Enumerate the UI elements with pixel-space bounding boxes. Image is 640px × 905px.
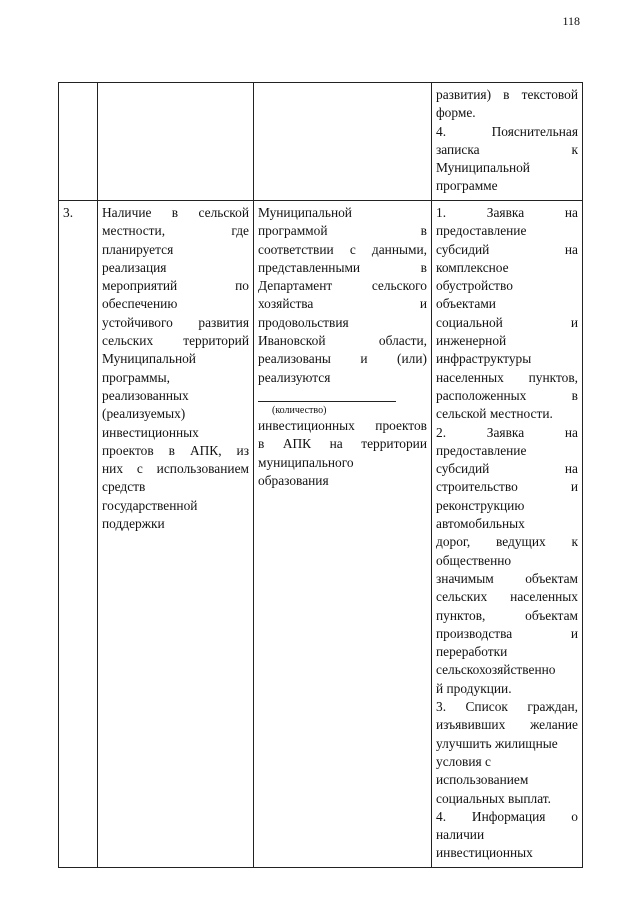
text-line: образования: [258, 472, 329, 488]
text-line: реализованных: [102, 387, 189, 403]
cell-number: [59, 83, 98, 201]
text-line: муниципального: [258, 454, 354, 470]
text-line: сельских населенных: [436, 589, 578, 605]
text-line: значимым объектам: [436, 570, 578, 586]
text-line: дорог, ведущих к: [436, 534, 578, 550]
text-line: программы,: [102, 369, 170, 385]
criteria-table: [58, 82, 583, 868]
text-line: обеспечению: [102, 296, 178, 312]
text-line: 3. Список граждан,: [436, 699, 578, 715]
text-line: 4. Информация о: [436, 808, 578, 824]
text-line: условия с: [436, 753, 491, 769]
text-line: й продукции.: [436, 680, 512, 696]
text-line: государственной: [102, 497, 198, 513]
text-line: сельскохозяйственно: [436, 662, 556, 678]
text-line: наличии: [436, 827, 485, 843]
text-line: инфраструктуры: [436, 351, 532, 367]
cell-indicator: [98, 83, 254, 201]
text-line: форме.: [436, 105, 476, 121]
text-line: субсидий на: [436, 241, 578, 257]
text-line: использованием: [436, 772, 529, 788]
text-line: местности, где: [102, 223, 249, 239]
text-line: автомобильных: [436, 516, 525, 532]
text-line: социальной и: [436, 314, 578, 330]
text-line: соответствии с данными,: [258, 241, 427, 257]
page-number: 118: [562, 14, 580, 28]
text-line: инженерной: [436, 333, 507, 349]
text-line: записка к: [436, 141, 578, 157]
text-line: населенных пунктов,: [436, 369, 578, 385]
text-line: развития) в текстовой: [436, 87, 578, 102]
text-line: 2. Заявка на: [436, 424, 578, 440]
blank-caption: (количество): [272, 404, 327, 416]
text-line: Муниципальной: [258, 205, 352, 220]
text-line: улучшить жилищные: [436, 735, 558, 751]
text-line: сельских территорий: [102, 333, 249, 349]
text-line: социальных выплат.: [436, 790, 551, 806]
text-line: программе: [436, 178, 498, 194]
text-line: строительство и: [436, 479, 578, 495]
text-line: хозяйства и: [258, 296, 427, 312]
text-line: комплексное: [436, 259, 509, 275]
text-line: инвестиционных проектов: [258, 417, 427, 433]
text-line: Наличие в сельской: [102, 205, 249, 220]
cell-documents: [432, 201, 583, 868]
text-line: сельской местности.: [436, 406, 553, 422]
text-line: реконструкцию: [436, 497, 525, 513]
text-line: изъявивших желание: [436, 717, 578, 733]
text-line: (реализуемых): [102, 406, 186, 422]
text-line: расположенных в: [436, 387, 578, 403]
text-line: Департамент сельского: [258, 278, 427, 294]
text-line: продовольствия: [258, 314, 349, 330]
text-line: пунктов, объектам: [436, 607, 578, 623]
text-line: 4. Пояснительная: [436, 123, 578, 139]
text-line: Ивановской области,: [258, 333, 427, 349]
text-line: реализация: [102, 259, 167, 275]
text-line: них с использованием: [102, 461, 249, 477]
cell-documents: [432, 83, 583, 201]
text-line: реализованы и (или): [258, 351, 427, 367]
text-line: проектов в АПК, из: [102, 442, 249, 458]
text-line: реализуются: [258, 369, 331, 385]
cell-wording: [254, 201, 432, 868]
cell-wording: [254, 83, 432, 201]
text-line: общественно: [436, 552, 512, 568]
table-row: [59, 201, 583, 868]
text-line: устойчивого развития: [102, 314, 249, 330]
text-line: объектами: [436, 296, 496, 312]
text-line: обустройство: [436, 278, 513, 294]
cell-number: [59, 201, 98, 868]
text-line: Муниципальной: [436, 160, 530, 176]
text-line: инвестиционных: [436, 845, 533, 861]
text-line: субсидий на: [436, 461, 578, 477]
text-line: переработки: [436, 644, 508, 660]
text-line: Муниципальной: [102, 351, 196, 367]
table-row: [59, 83, 583, 201]
text-line: предоставление: [436, 223, 527, 239]
text-line: поддержки: [102, 516, 165, 532]
text-line: инвестиционных: [102, 424, 199, 440]
text-line: мероприятий по: [102, 278, 249, 294]
text-line: 1. Заявка на: [436, 205, 578, 220]
row-number: 3.: [63, 205, 74, 220]
text-line: программой в: [258, 223, 427, 239]
text-line: предоставление: [436, 442, 527, 458]
text-line: планируется: [102, 241, 174, 257]
fill-in-blank-line: [258, 401, 396, 402]
text-line: в АПК на территории: [258, 436, 427, 452]
text-line: средств: [102, 479, 146, 495]
text-line: представленными в: [258, 259, 427, 275]
cell-indicator: [98, 201, 254, 868]
text-line: производства и: [436, 625, 578, 641]
